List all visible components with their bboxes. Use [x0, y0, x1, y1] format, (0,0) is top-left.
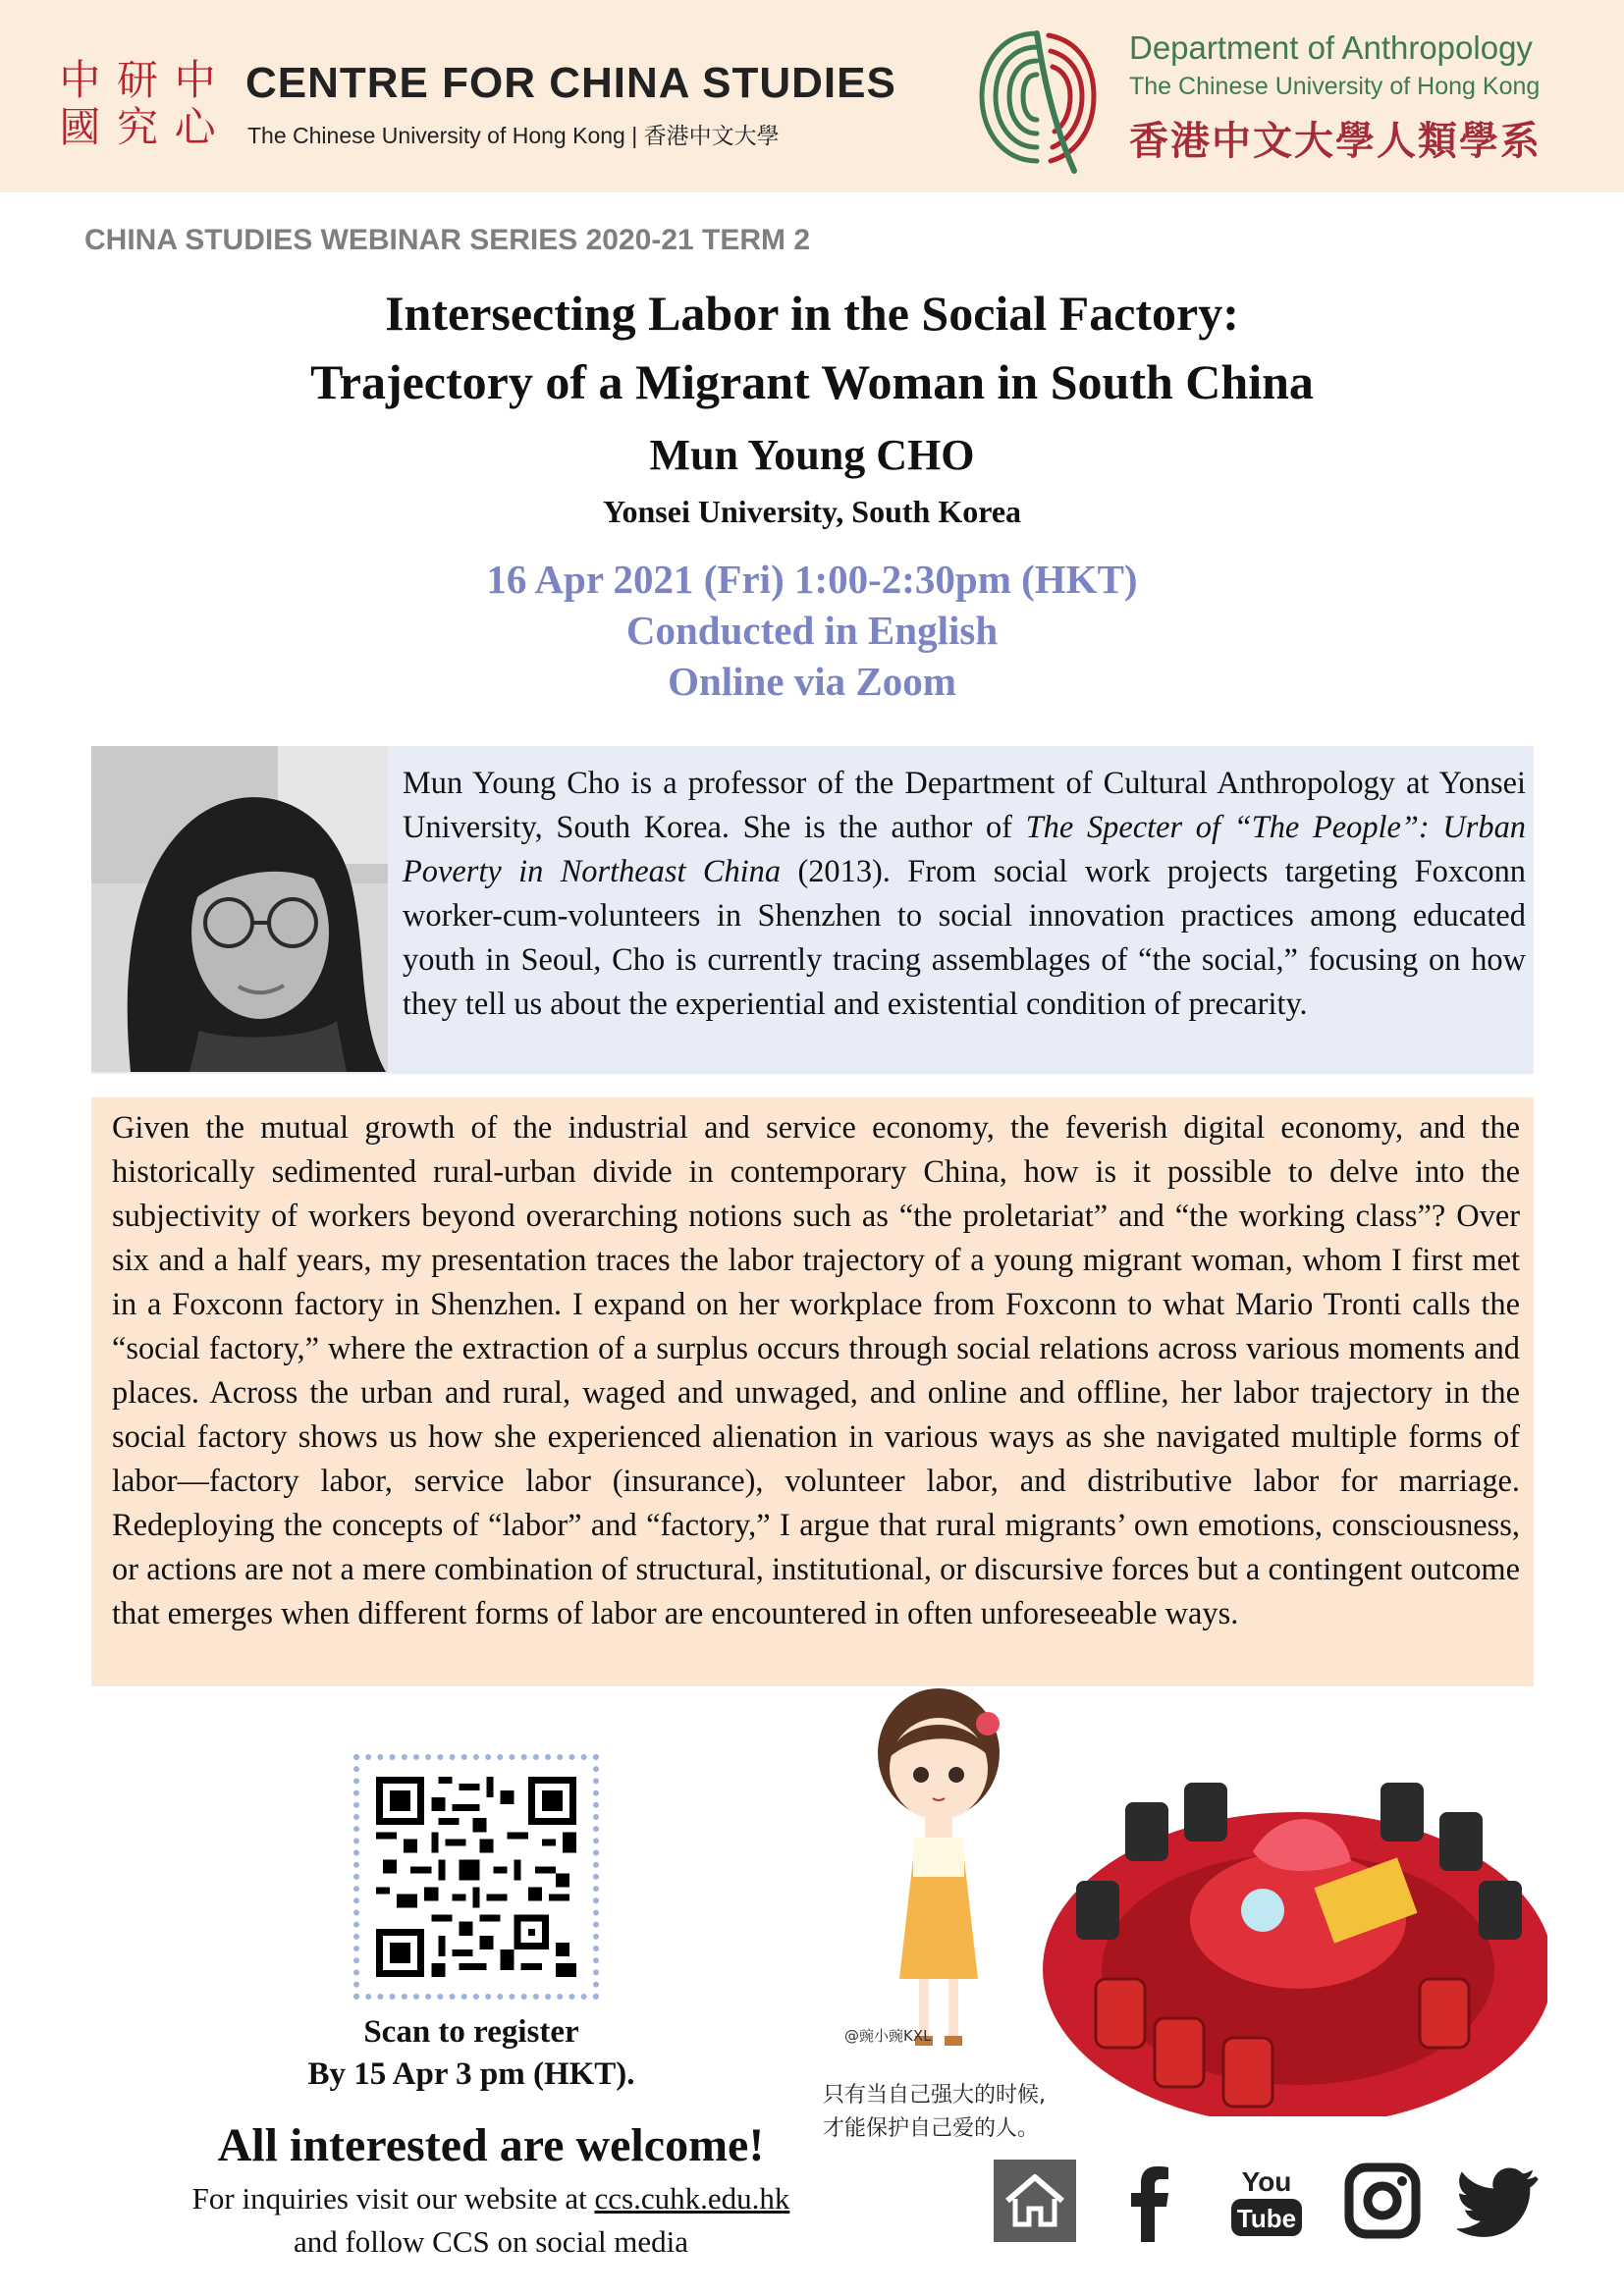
youtube-you-text: You — [1241, 2166, 1292, 2197]
event-datetime: 16 Apr 2021 (Fri) 1:00-2:30pm (HKT) — [486, 557, 1138, 602]
caption-line: 只有当自己强大的时候, — [823, 2083, 1046, 2108]
twitter-icon[interactable] — [1457, 2160, 1540, 2242]
ccs-subtitle: The Chinese University of Hong Kong | 香港中文大學 — [247, 123, 780, 148]
event-title-line1: Intersecting Labor in the Social Factory: — [385, 286, 1239, 341]
bio-text-start: Mun Young Cho is a professor of the Department of Cultural Anthropology at Yonsei University, South Korea. She is the author of — [403, 766, 1526, 845]
youtube-tube-text: Tube — [1236, 2204, 1297, 2233]
anthropology-chinese-name: 香港中文大學人類學系 — [1129, 119, 1542, 164]
anthropology-fingerprint-logo — [964, 14, 1110, 179]
red-tray-photo — [1043, 1783, 1547, 2116]
follow-social-line: and follow CCS on social media — [293, 2224, 689, 2259]
abstract-text: Given the mutual growth of the industrial and service economy, the feverish digital economy, and the historically sedimented rural-urban divide in contemporary China, how is it possible to delve into the subjectivity of workers beyond overarching notions such as “the proletariat” and “the working class”? Over six and a half years, my presentation traces the labor trajectory of a young migrant woman, whom I first met in a Foxconn factory in Shenzhen. I expand on her workplace from Foxconn to what Mario Tronti calls the “social factory,” where the extraction of a surplus occurs through social relations across various moments and places. Across the urban and rural, waged and unwaged, and online and offline, her labor trajectory in the social factory shows us how she experienced alienation in various ways as she navigated multiple forms of labor—factory labor, service labor (insurance), volunteer labor, and distributive labor for marriage. Redeploying the concepts of “labor” and “factory,” I argue that rural migrants’ own emotions, consciousness, or actions are not a mere combination of structural, institutional, or discursive forces but a contingent outcome that emerges when different forms of labor are encountered in often unforeseeable ways. — [112, 1110, 1520, 1631]
website-link[interactable]: ccs.cuhk.edu.hk — [594, 2181, 790, 2216]
ccs-logo-char: 究 — [116, 103, 158, 151]
webinar-series-label: CHINA STUDIES WEBINAR SERIES 2020-21 TERM 2 — [84, 224, 811, 256]
inquiry-line — [0, 2181, 982, 2216]
ccs-logo-char: 中 — [59, 56, 101, 104]
event-language: Conducted in English — [625, 608, 999, 653]
anthropology-university: The Chinese University of Hong Kong — [1129, 73, 1541, 100]
welcome-message: All interested are welcome! — [217, 2119, 765, 2171]
ccs-logo-char: 心 — [174, 103, 216, 151]
inquiry-prefix: For inquiries visit our website at — [191, 2181, 595, 2216]
speaker-name: Mun Young CHO — [649, 431, 975, 479]
caption-line: 才能保护自己爱的人。 — [823, 2116, 1040, 2141]
ccs-logo-char: 研 — [116, 56, 158, 104]
scan-to-register-label: Scan to register — [363, 2014, 579, 2050]
cartoon-artist-tag: @豌小豌KXL — [844, 2027, 932, 2045]
ccs-logo-char: 中 — [174, 56, 216, 104]
cartoon-caption — [823, 2079, 1117, 2146]
cartoon-girl — [878, 1688, 1000, 2046]
speaker-bio — [403, 762, 1526, 1027]
ccs-logo — [51, 57, 224, 151]
event-venue: Online via Zoom — [668, 659, 956, 704]
speaker-affiliation: Yonsei University, South Korea — [602, 494, 1022, 529]
event-title-line2: Trajectory of a Migrant Woman in South China — [310, 354, 1314, 409]
bio-text-end: (2013). From social work projects targeting Foxconn worker-cum-volunteers in Shenzhen to social innovation practices among educated youth in Seoul, Cho is currently tracing assemblages of “the social,” focusing on how they tell us about the experiential and existential condition of precarity. — [403, 854, 1527, 1022]
ccs-name: CENTRE FOR CHINA STUDIES — [245, 59, 896, 107]
illustration — [831, 1684, 1547, 2116]
facebook-icon[interactable] — [1110, 2160, 1192, 2242]
ccs-logo-char: 國 — [59, 103, 101, 151]
registration-qr-code[interactable] — [376, 1777, 576, 1977]
youtube-icon[interactable] — [1225, 2160, 1308, 2242]
home-icon[interactable] — [994, 2160, 1076, 2242]
anthropology-dept-name: Department of Anthropology — [1129, 29, 1533, 66]
registration-deadline: By 15 Apr 3 pm (HKT). — [307, 2056, 635, 2092]
book-title: The Specter of “The People”: Urban Poverty in Northeast China — [403, 810, 1526, 889]
speaker-photo — [91, 746, 388, 1072]
instagram-icon[interactable] — [1341, 2160, 1424, 2242]
